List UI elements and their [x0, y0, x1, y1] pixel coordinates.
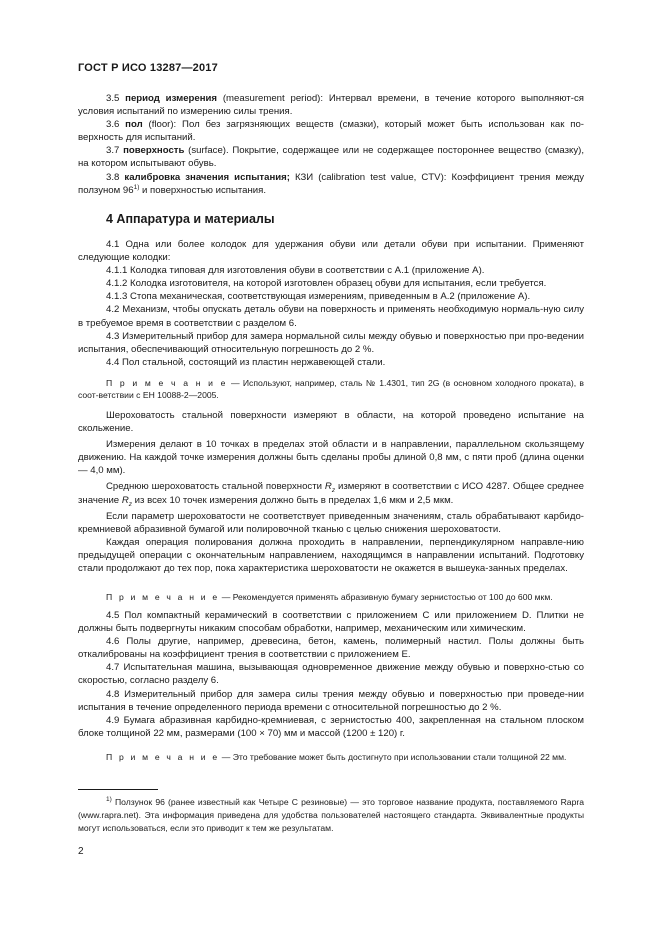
roughness-para-1: Шероховатость стальной поверхности измеряют в области, на которой проведено испытание на скольжение. [78, 410, 584, 435]
footnote-mark: 1) [106, 796, 112, 804]
roughness-para-4: Если параметр шероховатости не соответствует приведенным значениям, сталь обрабатывают карбидо-кремниевой абразивной бумагой или полировочной тканью с целью снижения шероховатости. [78, 510, 584, 535]
roughness-para-5: Каждая операция полирования должна проходить в направлении, перпендикулярном направле-нию предыдущей операции с окончательным направлением, находящимся в направлении испытаний. Подготовку стали продолжают до тех пор, пока характеристика шероховатости не окажется в вышеука-занных пределах. [78, 536, 584, 575]
clauses-4-5-to-4-9 [78, 609, 584, 740]
rz-symbol: $R_z$ [324, 481, 336, 495]
roughness-block [78, 409, 584, 578]
note-1: П р и м е ч а н и е — Используют, например, сталь № 1.4301, тип 2G (в основном холодного проката), в соот-ветствии с ЕН 10088-2—2005. [78, 378, 584, 401]
term: поверхность [123, 145, 185, 157]
term: пол [125, 119, 143, 131]
note-label: П р и м е ч а н и е [106, 752, 220, 762]
document-header: ГОСТ Р ИСО 13287—2017 [78, 62, 218, 74]
clause-4-4: 4.4 Пол стальной, состоящий из пластин нержавеющей стали. [106, 356, 386, 368]
clause-4-1-1: 4.1.1 Колодка типовая для изготовления обуви в соответствии с А.1 (приложение А). [106, 265, 485, 277]
clause-4-2: 4.2 Механизм, чтобы опускать деталь обуви на поверхность и применять необходимую нормаль-ную силу в требуемое время в соответствии с разделом 6. [78, 304, 584, 329]
definition-3-7: 3.7 поверхность (surface). Покрытие, содержащее или не содержащее постороннее вещество (смазку), на котором испытывают обувь. [78, 145, 584, 170]
definition-3-5: 3.5 период измерения (measurement period): Интервал времени, в течение которого выполняют-ся условия испытаний по измерению силы трения. [78, 93, 584, 118]
rz-symbol: $R_z$ [121, 494, 133, 508]
section-4 [78, 212, 584, 226]
definition-3-6: 3.6 пол (floor): Пол без загрязняющих веществ (смазки), который может быть использован как по-верхность для испытаний. [78, 119, 584, 144]
clause-4-3: 4.3 Измерительный прибор для замера нормальной силы между обувью и поверхностью при про-ведении испытания, обеспечивающий относительную погрешность до 2 %. [78, 330, 584, 355]
definition-3-8: 3.8 калибровка значения испытания; КЗИ (calibration test value, CTV): Коэффициент трения между ползуном 96$^{1)}$ и поверхностью испытания. [78, 171, 584, 196]
footnote: $^{1)}$ Ползунок 96 (ранее известный как Четыре С резиновые) — это торговое название продукта, поставляемого Rapra (www.rapra.net). Эта информация приведена для удобства пользователей настоящего стандарта. Эквивалентные продукты могут использоваться, если это приводит к тем же результатам. [78, 796, 584, 833]
footnote-separator [78, 789, 158, 790]
clause-4-8: 4.8 Измерительный прибор для замера силы трения между обувью и поверхностью при проведе-нии испытания в течение определенного периода времени с относительной погрешностью до 2 %. [78, 688, 584, 713]
term: калибровка значения испытания; [124, 171, 290, 183]
clause-4-1: 4.1 Одна или более колодок для удержания обуви или детали обуви при испытании. Применяют следующие колодки: [78, 239, 584, 264]
term: период измерения [125, 93, 218, 104]
footnote-ref: 1) [133, 183, 140, 191]
clause-4-7: 4.7 Испытательная машина, вызывающая одновременное движение между обувью и поверхно-стью со скоростью, согласно разделу 6. [78, 662, 584, 687]
section-heading: 4 Аппаратура и материалы [106, 212, 275, 226]
roughness-para-2: Измерения делают в 10 точках в пределах этой области и в направлении, параллельном скользящему движению. На каждой точке измерения должны быть сделаны пробы длиной 0,8 мм, с пяти проб (длина оценки — 4,0 мм). [78, 439, 584, 477]
clause-4-6: 4.6 Полы другие, например, древесина, бетон, камень, полимерный настил. Полы должны быть откалиброваны на коэффициент трения в соответствии с приложением Е. [78, 636, 584, 661]
roughness-para-3: Среднюю шероховатость стальной поверхности $R_z$ измеряют в соответствии с ИСО 4287. Общее среднее значение $R_z$ из всех 10 точек измерения должно быть в пределах 1,6 мкм и 2,5 мкм. [78, 481, 584, 508]
definitions-block [78, 92, 584, 197]
note-label: П р и м е ч а н и е [106, 592, 220, 602]
note-label: П р и м е ч а н и е [106, 378, 228, 388]
page-number: 2 [78, 846, 84, 857]
note-2: П р и м е ч а н и е — Рекомендуется применять абразивную бумагу зернистостью от 100 до 600 мкм. [106, 592, 553, 602]
clause-4-9: 4.9 Бумага абразивная карбидно-кремниевая, с зернистостью 400, закрепленная на стальном плоском блоке толщиной 22 мм, размерами (100 × 70) мм и массой (1200 ± 120) г. [78, 714, 584, 739]
clause-4-5: 4.5 Пол компактный керамический в соответствии с приложением C или приложением D. Плитки не должны быть подвергнуты никаким способам обработки, например, механическим или химическим. [78, 610, 584, 635]
note-3: П р и м е ч а н и е — Это требование может быть достигнуто при использовании стали толщиной 22 мм. [106, 752, 567, 762]
section-4-body [78, 238, 584, 369]
clause-4-1-2: 4.1.2 Колодка изготовителя, на которой изготовлен образец обуви для испытания, если требуется. [106, 278, 547, 290]
clause-4-1-3: 4.1.3 Стопа механическая, соответствующая измерениям, приведенным в А.2 (приложение А). [106, 291, 531, 303]
